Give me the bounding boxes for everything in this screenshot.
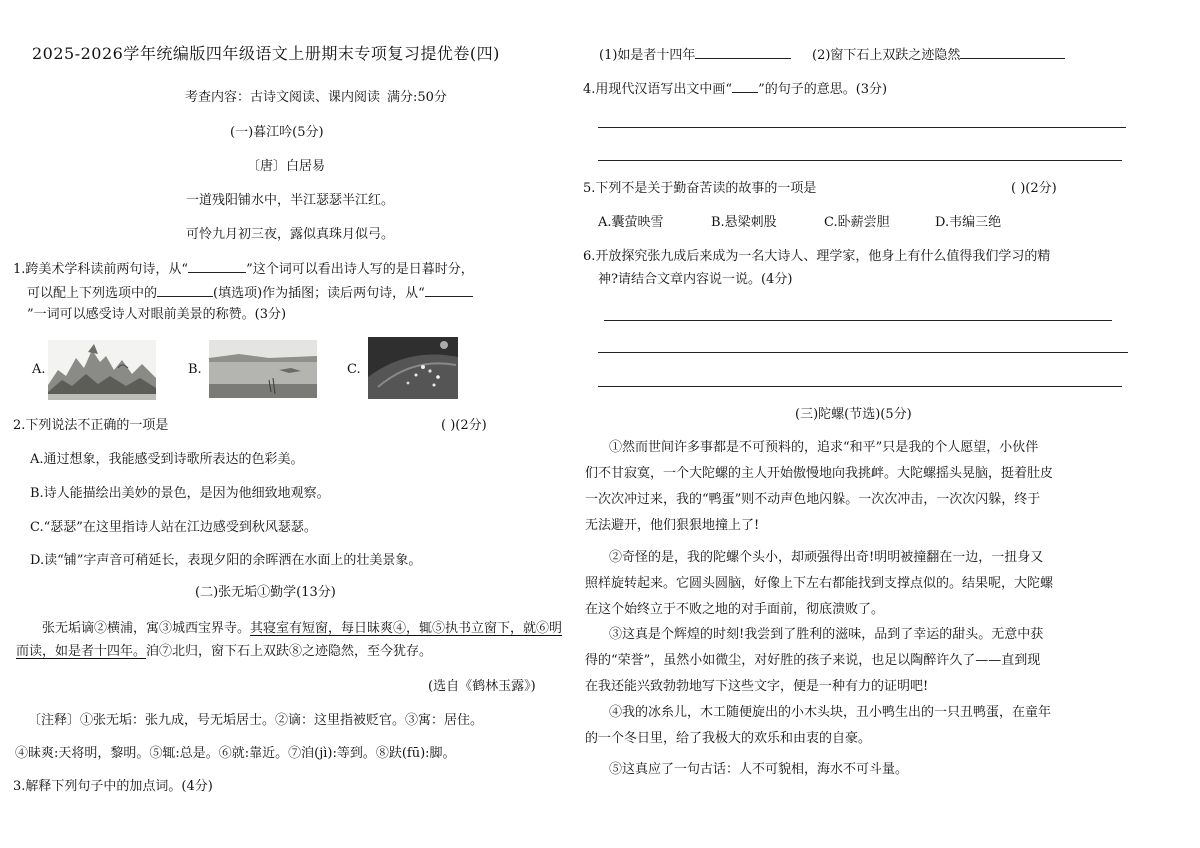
passage2-line-1 (42, 621, 562, 637)
exam-content: 考查内容：古诗文阅读、课内阅读 (185, 90, 381, 105)
p3-line: 在我还能兴致勃勃地写下这些文字，便是一种有力的证明吧! (585, 679, 929, 694)
p2-line: 在这个始终立于不败之地的对手面前，彻底溃败了。 (585, 602, 885, 617)
q2-answer-paren[interactable]: ( )(2分) (441, 418, 487, 433)
q1-blank-3[interactable] (425, 284, 473, 297)
passage2-underlined-b: 而读，如是者十四年。 (16, 644, 147, 659)
q3-item-1 (599, 46, 791, 64)
section3-heading: (三)陀螺(节选)(5分) (795, 407, 912, 422)
q5-option-a[interactable]: A.囊萤映雪 (598, 215, 664, 230)
p2-line: ②奇怪的是，我的陀螺个头小，却顽强得出奇!明明被撞翻在一边，一扭身又 (609, 550, 1044, 565)
q1-blank-2[interactable] (157, 284, 213, 297)
ink-mountain-painting-icon (48, 340, 156, 400)
passage3-paragraph-2 (585, 545, 1053, 623)
q2-option-c[interactable]: C.“瑟瑟”在这里指诗人站在江边感受到秋风瑟瑟。 (30, 520, 317, 535)
page-title: 2025-2026学年统编版四年级语文上册期末专项复习提优卷(四) (32, 44, 500, 63)
q1-text-d: (填选项)作为插图；读后两句诗，从“ (213, 286, 425, 301)
passage2-text-a: 张无垢谪②横浦，寓③城西宝界寺。 (42, 621, 251, 636)
q4-answer-line-1[interactable] (598, 127, 1126, 128)
q3-item-2 (812, 46, 1065, 64)
q6-answer-line-2[interactable] (598, 352, 1128, 353)
q3-sentence-1: (1)如是者十四年 (599, 48, 696, 63)
section1-heading: (一)暮江吟(5分) (230, 125, 324, 140)
p2-line: 照样旋转起来。它圆头圆脑，好像上下左右都能找到支撑点似的。结果呢，大陀螺 (585, 576, 1054, 591)
passage3-paragraph-5 (585, 757, 908, 783)
q1-text-c: 可以配上下列选项中的 (27, 286, 158, 301)
passage2-source: (选自《鹤林玉露》) (428, 679, 536, 694)
q2-stem: 2.下列说法不正确的一项是 (13, 418, 169, 433)
option-a-image[interactable] (48, 340, 156, 400)
q2-option-a[interactable]: A.通过想象，我能感受到诗歌所表达的色彩美。 (30, 452, 304, 467)
q4-stem (583, 80, 887, 98)
q1-text-a: 1.跨美术学科读前两句诗，从“ (13, 262, 189, 277)
poem-author: 〔唐〕白居易 (247, 159, 326, 174)
passage3-paragraph-3 (585, 622, 1043, 700)
q4-underline-mark (732, 80, 758, 93)
passage2-notes-1: 〔注释〕①张无垢：张九成，号无垢居士。②谪：这里指被贬官。③寓：居住。 (28, 713, 484, 728)
passage2-underlined-a: 其寝室有短窗，每日昧爽④，辄⑤执书立窗下，就⑥明 (250, 621, 563, 636)
q5-option-d[interactable]: D.韦编三绝 (935, 215, 1002, 230)
q4-text-a: 4.用现代汉语写出文中画“ (583, 82, 733, 97)
q2-option-b[interactable]: B.诗人能描绘出美妙的景色，是因为他细致地观察。 (30, 486, 330, 501)
p1-line: 们不甘寂寞，一个大陀螺的主人开始傲慢地向我挑衅。大陀螺摇头晃脑，挺着肚皮 (585, 466, 1054, 481)
q3-blank-1[interactable] (695, 46, 791, 59)
q1-line-3: ”一词可以感受诗人对眼前美景的称赞。(3分) (27, 307, 287, 322)
q6-line-2: 神?请结合文章内容说一说。(4分) (598, 272, 793, 287)
q5-answer-paren[interactable]: ( )(2分) (1011, 181, 1057, 196)
q1-text-b: ”这个词可以看出诗人写的是日暮时分， (246, 262, 474, 277)
q1-blank-1[interactable] (188, 260, 246, 273)
p1-line: ①然而世间许多事都是不可预料的，追求“和平”只是我的个人愿望，小伙伴 (609, 440, 1039, 455)
p4-line: ④我的冰糸儿，木工随便旋出的小木头块，丑小鸭生出的一只丑鸭蛋，在童年 (609, 705, 1052, 720)
river-landscape-photo-icon (209, 340, 317, 398)
passage2-text-b: 洎⑦北归，窗下石上双趺⑧之迹隐然，至今犹存。 (146, 644, 433, 659)
q3-blank-2[interactable] (960, 46, 1065, 59)
poem-line-2: 可怜九月初三夜，露似真珠月似弓。 (186, 227, 395, 242)
p1-line: 一次次冲过来，我的“鸭蛋”则不动声色地闪躲。一次次冲击，一次次闪躲，终于 (585, 492, 1041, 507)
p3-line: ③这真是个辉煌的时刻!我尝到了胜利的滋味，品到了幸运的甜头。无意中获 (609, 627, 1044, 642)
p3-line: 得的“荣誉”，虽然小如微尘，对好胜的孩子来说，也足以陶醉许久了——直到现 (585, 653, 1041, 668)
q6-line-1: 6.开放探究张九成后来成为一名大诗人、理学家，他身上有什么值得我们学习的精 (583, 249, 1051, 264)
full-score: 满分:50分 (387, 90, 447, 105)
passage2-line-2 (16, 644, 432, 660)
option-a-label: A. (32, 362, 46, 377)
option-c-label: C. (347, 362, 361, 377)
p5-line: ⑤这真应了一句古话：人不可貌相，海水不可斗量。 (609, 762, 909, 777)
q4-answer-line-2[interactable] (598, 160, 1122, 161)
option-c-image[interactable] (368, 337, 458, 399)
q2-option-d[interactable]: D.读“铺”字声音可稍延长，表现夕阳的余晖洒在水面上的壮美景象。 (30, 553, 422, 568)
q6-answer-line-3[interactable] (598, 386, 1122, 387)
passage3-paragraph-1 (585, 435, 1053, 539)
night-dew-leaf-icon (368, 337, 458, 399)
passage3-paragraph-4 (585, 700, 1051, 752)
passage2-notes-2: ④昧爽:天将明，黎明。⑤辄:总是。⑥就:靠近。⑦洎(jì):等到。⑧趺(fū):脚。 (15, 746, 456, 761)
option-b-label: B. (188, 362, 202, 377)
q5-stem: 5.下列不是关于勤奋苦读的故事的一项是 (583, 181, 817, 196)
q3-sentence-2: (2)窗下石上双趺之迹隐然 (812, 48, 961, 63)
p4-line: 的一个冬日里，给了我极大的欢乐和由衷的自豪。 (585, 731, 872, 746)
q4-text-b: ”的句子的意思。(3分) (758, 82, 888, 97)
q5-option-c[interactable]: C.卧薪尝胆 (824, 215, 890, 230)
section2-heading: (二)张无垢①勤学(13分) (195, 585, 336, 600)
p1-line: 无法避开，他们狠狠地撞上了! (585, 518, 760, 533)
q1-line-1 (13, 260, 474, 278)
q1-line-2 (27, 284, 473, 302)
poem-line-1: 一道残阳铺水中，半江瑟瑟半江红。 (186, 193, 395, 208)
q6-answer-line-1[interactable] (604, 320, 1112, 321)
option-b-image[interactable] (209, 340, 317, 398)
q3-stem: 3.解释下列句子中的加点词。(4分) (13, 779, 213, 794)
q5-option-b[interactable]: B.悬梁刺股 (711, 215, 777, 230)
